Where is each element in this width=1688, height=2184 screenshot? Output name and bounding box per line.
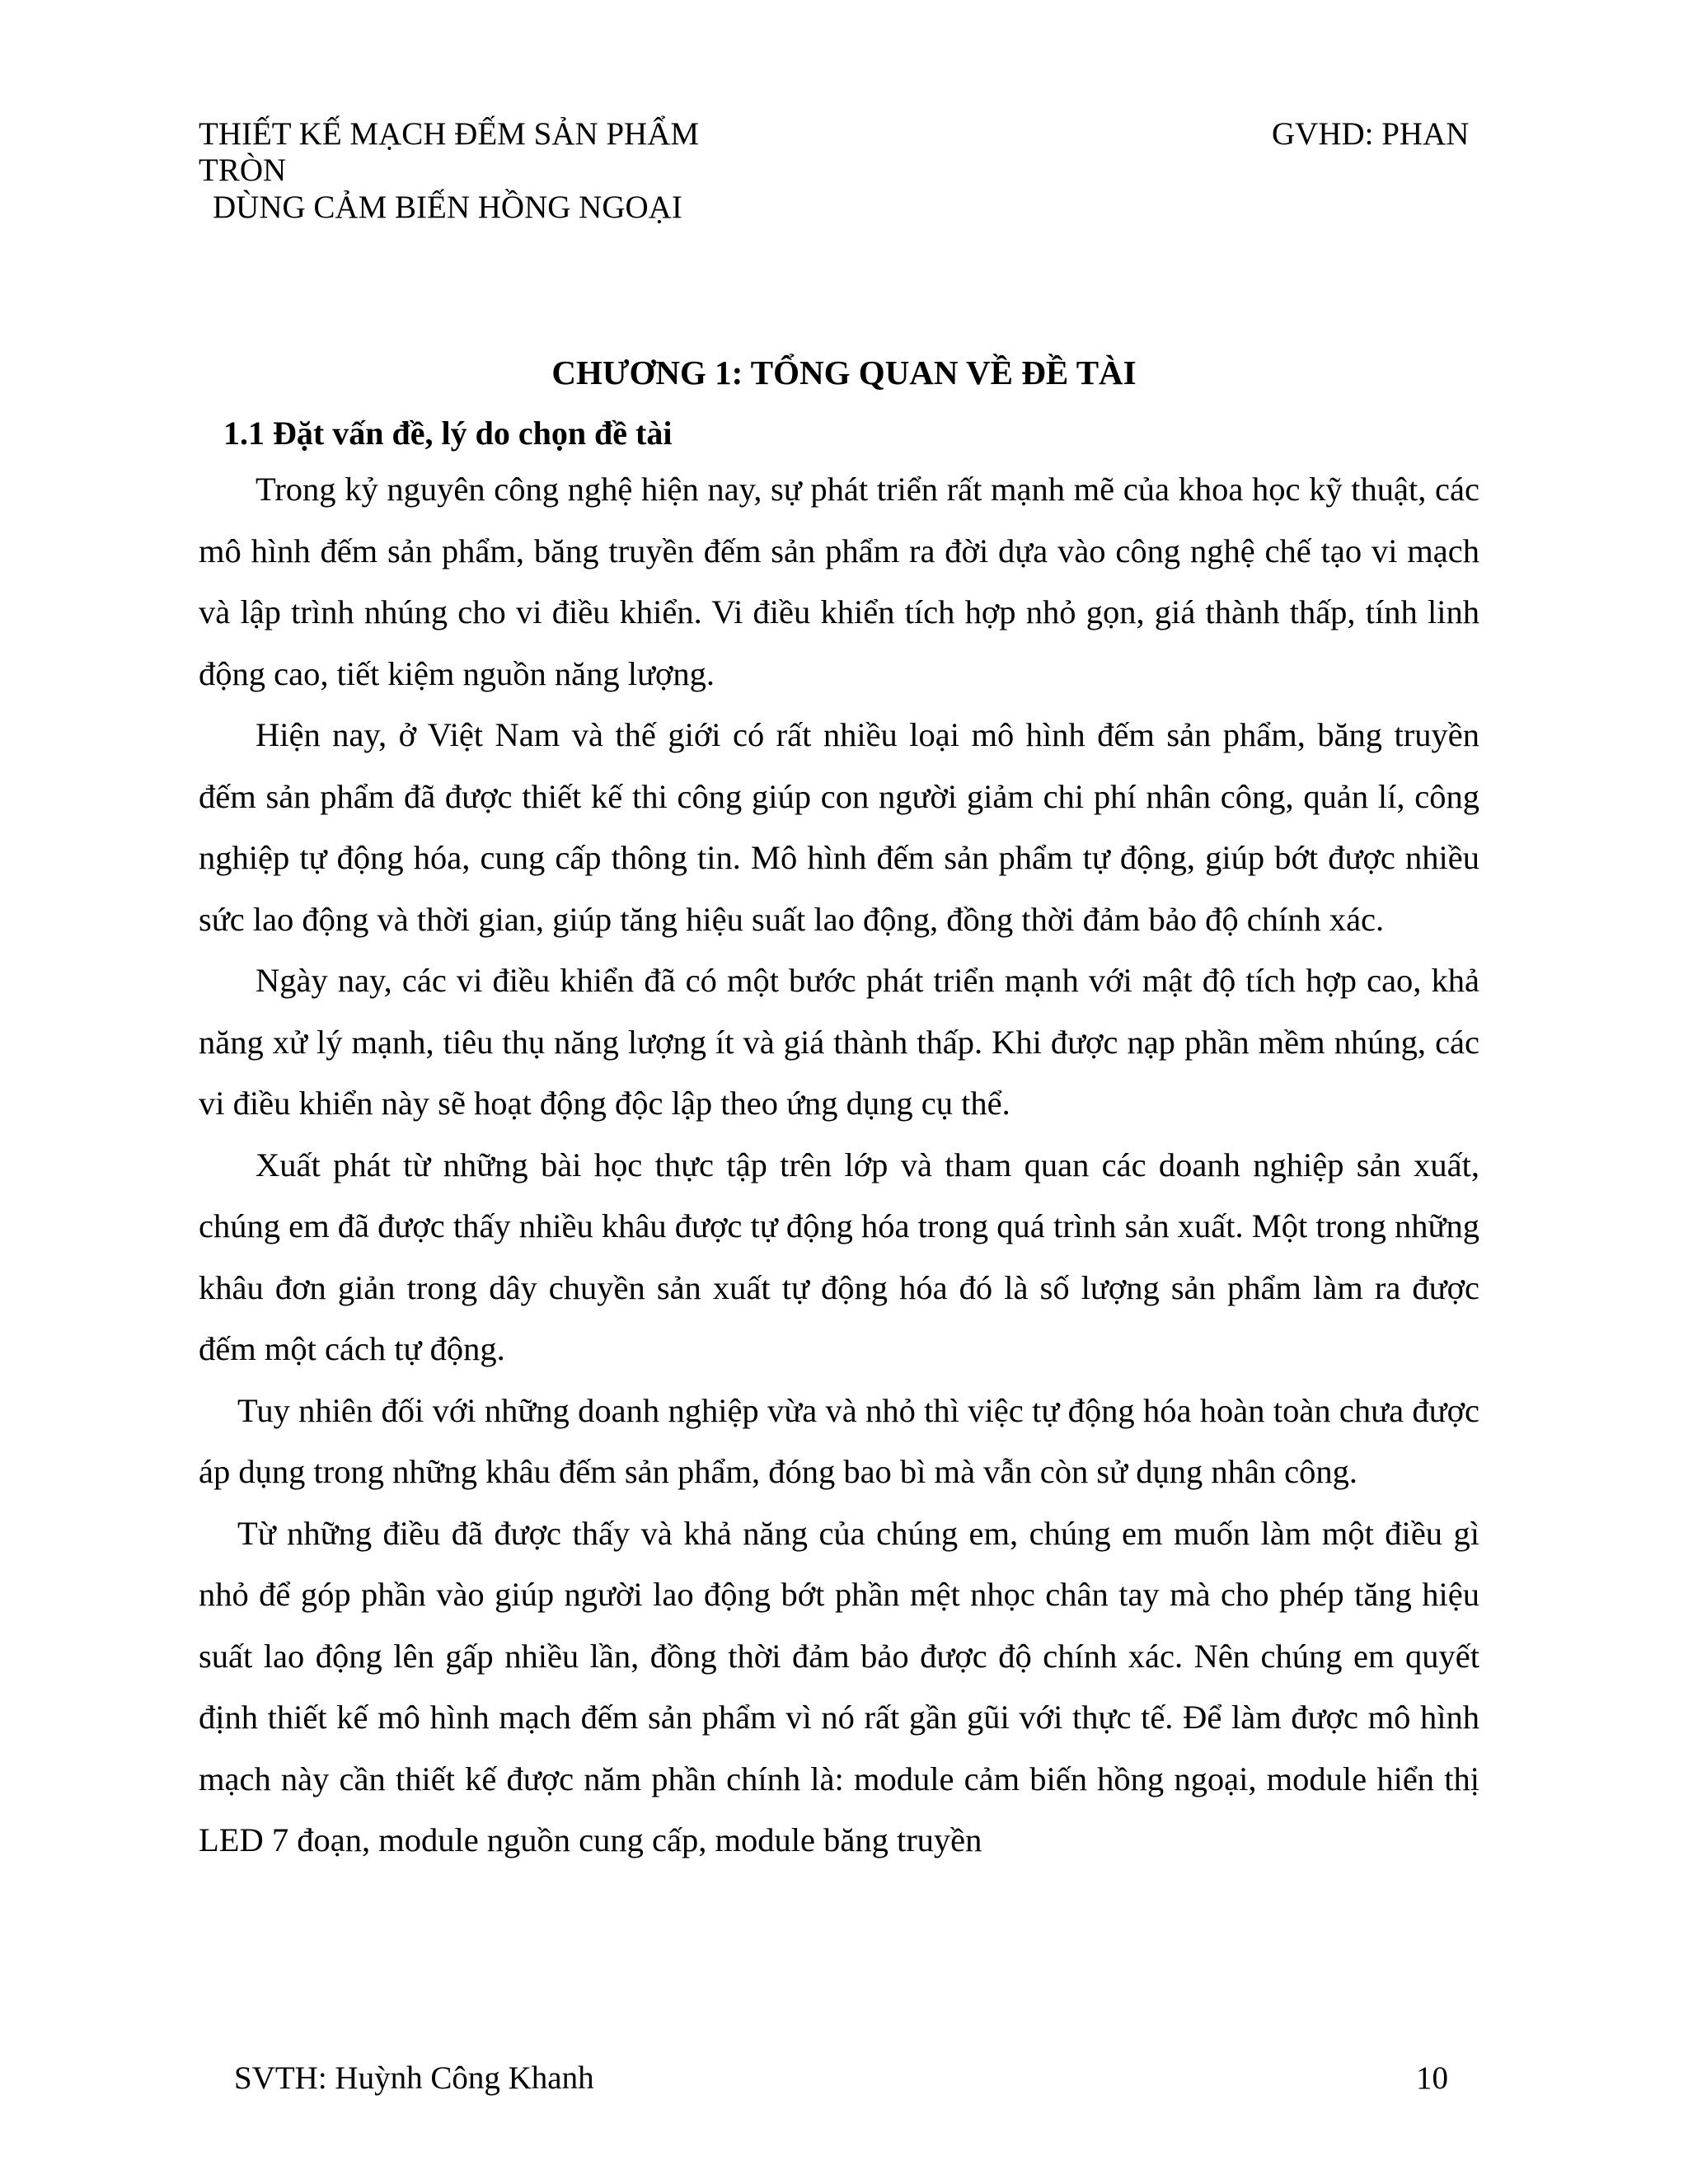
paragraph-6: Từ những điều đã được thấy và khả năng của chúng em, chúng em muốn làm một điều gì nhỏ để góp phần vào giúp người lao động bớt phần mệt nhọc chân tay mà cho phép tăng hiệu suất lao động lên gấp nhiều lần, đồng thời đảm bảo được độ chính xác. Nên chúng em quyết định thiết kế mô hình mạch đếm sản phẩm vì nó rất gần gũi với thực tế. Để làm được mô hình mạch này cần thiết kế được năm phần chính là: module cảm biến hồng ngoại, module hiển thị LED 7 đoạn, module nguồn cung cấp, module băng truyền	[199, 1514, 1479, 1858]
paragraph-2: Hiện nay, ở Việt Nam và thế giới có rất nhiều loại mô hình đếm sản phẩm, băng truyền đếm sản phẩm đã được thiết kế thi công giúp con người giảm chi phí nhân công, quản lí, công nghiệp tự động hóa, cung cấp thông tin. Mô hình đếm sản phẩm tự động, giúp bớt được nhiều sức lao động và thời gian, giúp tăng hiệu suất lao động, đồng thời đảm bảo độ chính xác.	[199, 716, 1479, 938]
header-title-line-1: THIẾT KẾ MẠCH ĐẾM SẢN PHẨM	[199, 116, 700, 152]
paragraph-1: Trong kỷ nguyên công nghệ hiện nay, sự phát triển rất mạnh mẽ của khoa học kỹ thuật, các mô hình đếm sản phẩm, băng truyền đếm sản phẩm ra đời dựa vào công nghệ chế tạo vi mạch và lập trình nhúng cho vi điều khiển. Vi điều khiển tích hợp nhỏ gọn, giá thành thấp, tính linh động cao, tiết kiệm nguồn năng lượng.	[199, 471, 1479, 692]
paragraph-3: Ngày nay, các vi điều khiển đã có một bước phát triển mạnh với mật độ tích hợp cao, khả năng xử lý mạnh, tiêu thụ năng lượng ít và giá thành thấp. Khi được nạp phần mềm nhúng, các vi điều khiển này sẽ hoạt động độc lập theo ứng dụng cụ thể.	[199, 962, 1479, 1122]
header-advisor: GVHD: PHAN	[1272, 116, 1470, 152]
paragraph-4: Xuất phát từ những bài học thực tập trên lớp và tham quan các doanh nghiệp sản xuất, chúng em đã được thấy nhiều khâu được tự động hóa trong quá trình sản xuất. Một trong những khâu đơn giản trong dây chuyền sản xuất tự động hóa đó là số lượng sản phẩm làm ra được đếm một cách tự động.	[199, 1146, 1479, 1367]
body-text	[199, 459, 1479, 1872]
chapter-title: CHƯƠNG 1: TỔNG QUAN VỀ ĐỀ TÀI	[551, 354, 1137, 391]
paragraph-5: Tuy nhiên đối với những doanh nghiệp vừa và nhỏ thì việc tự động hóa hoàn toàn chưa được áp dụng trong những khâu đếm sản phẩm, đóng bao bì mà vẫn còn sử dụng nhân công.	[199, 1391, 1479, 1490]
header-title-line-3: DÙNG CẢM BIẾN HỒNG NGOẠI	[213, 190, 682, 225]
header-title-line-2: TRÒN	[199, 152, 287, 188]
footer-author: SVTH: Huỳnh Công Khanh	[234, 2060, 594, 2096]
page-number: 10	[1416, 2060, 1448, 2096]
section-heading: 1.1 Đặt vấn đề, lý do chọn đề tài	[223, 415, 673, 452]
